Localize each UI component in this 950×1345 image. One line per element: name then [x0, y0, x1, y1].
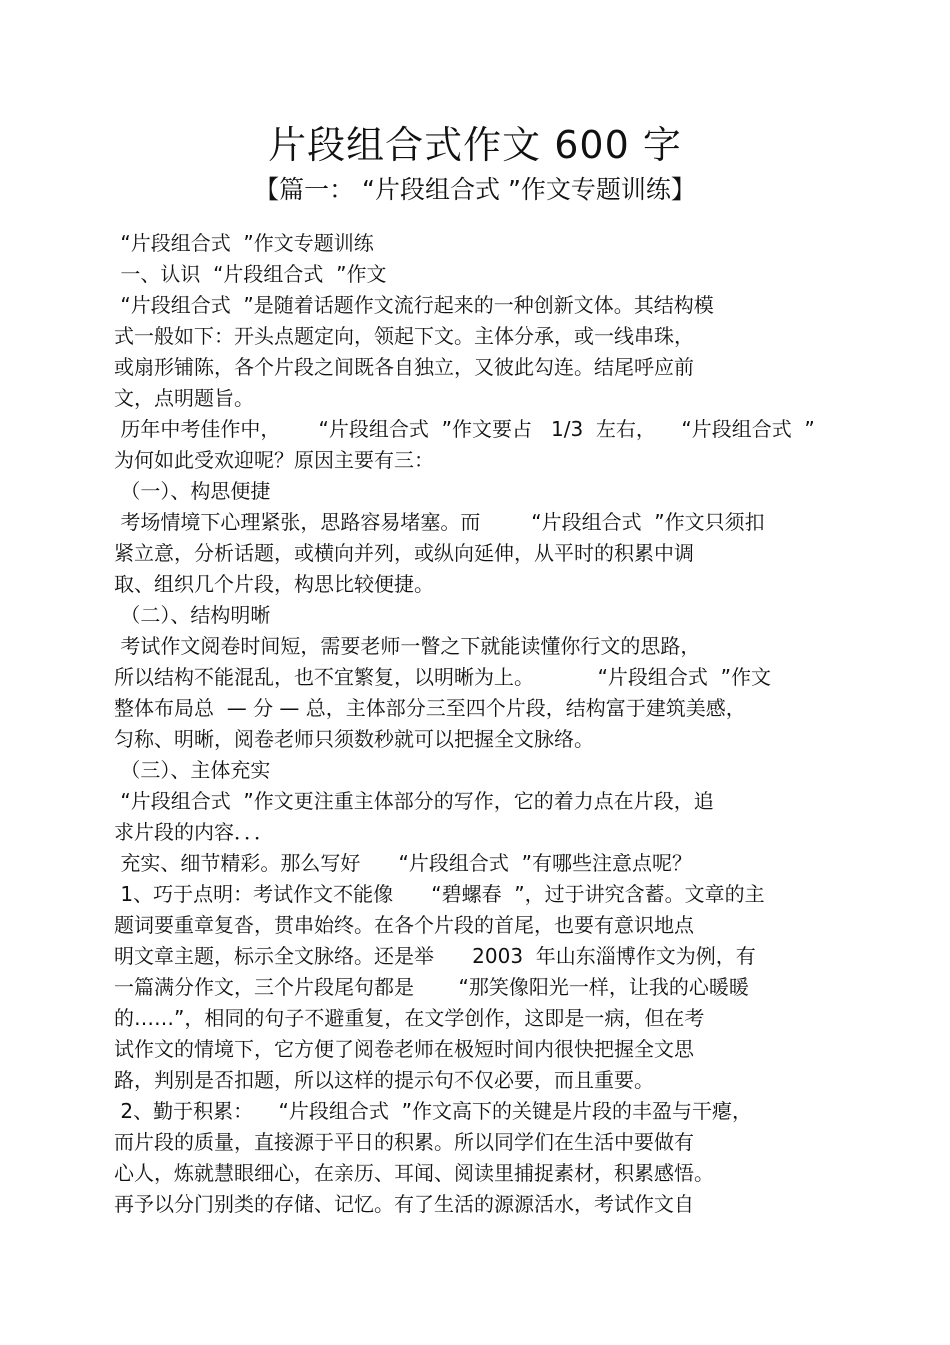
text-line: 文，点明题旨。 [114, 386, 254, 410]
text-line: 试作文的情境下，它方便了阅卷老师在极短时间内很快把握全文思 [114, 1037, 694, 1061]
text-line: 一、认识 “片段组合式 ”作文 [114, 262, 387, 286]
text-line: 一篇满分作文，三个片段尾句都是 “那笑像阳光一样，让我的心暖暖 [114, 975, 749, 999]
text-line: 取、组织几个片段，构思比较便捷。 [114, 572, 434, 596]
text-line: 紧立意，分析话题，或横向并列，或纵向延伸，从平时的积累中调 [114, 541, 694, 565]
text-line: 或扇形铺陈，各个片段之间既各自独立，又彼此勾连。结尾呼应前 [114, 355, 694, 379]
text-line: 而片段的质量，直接源于平日的积累。所以同学们在生活中要做有 [114, 1130, 694, 1154]
text-line: 心人，炼就慧眼细心，在亲历、耳闻、阅读里捕捉素材，积累感悟。 [114, 1161, 714, 1185]
text-line: 匀称、明晰，阅卷老师只须数秒就可以把握全文脉络。 [114, 727, 594, 751]
text-line: “片段组合式 ”作文专题训练 [114, 231, 374, 255]
text-line: 充实、细节精彩。那么写好 “片段组合式 ”有哪些注意点呢？ [114, 851, 692, 875]
page-subtitle: 【篇一： “片段组合式 ”作文专题训练】 [254, 175, 696, 204]
body-text [114, 228, 824, 1220]
text-line: 2、勤于积累： “片段组合式 ”作文高下的关键是片段的丰盈与干瘪， [114, 1099, 752, 1123]
text-line: “片段组合式 ”是随着话题作文流行起来的一种创新文体。其结构模 [114, 293, 714, 317]
text-line: 考场情境下心理紧张，思路容易堵塞。而 “片段组合式 ”作文只须扣 [114, 510, 765, 534]
text-line: 题词要重章复沓，贯串始终。在各个片段的首尾，也要有意识地点 [114, 913, 694, 937]
text-line: 式一般如下：开头点题定向，领起下文。主体分承，或一线串珠， [114, 324, 694, 348]
text-line: 为何如此受欢迎呢？原因主要有三： [114, 448, 434, 472]
text-line: 整体布局总 — 分 — 总，主体部分三至四个片段，结构富于建筑美感， [114, 696, 746, 720]
text-line: （三）、主体充实 [114, 758, 271, 782]
text-line: 的……”，相同的句子不避重复，在文学创作，这即是一病，但在考 [114, 1006, 705, 1030]
text-line: 所以结构不能混乱，也不宜繁复，以明晰为上。 “片段组合式 ”作文 [114, 665, 772, 689]
text-line: （一）、构思便捷 [114, 479, 271, 503]
text-line: 求片段的内容．．． [114, 820, 274, 844]
text-line: （二）、结构明晰 [114, 603, 271, 627]
text-line: 路，判别是否扣题，所以这样的提示句不仅必要，而且重要。 [114, 1068, 654, 1092]
text-line: 考试作文阅卷时间短，需要老师一瞥之下就能读懂你行文的思路， [114, 634, 701, 658]
text-line: 历年中考佳作中， “片段组合式 ”作文要占 1/3 左右， “片段组合式 ” [114, 417, 815, 441]
text-line: 1、巧于点明：考试作文不能像 “碧螺春 ”，过于讲究含蓄。文章的主 [114, 882, 765, 906]
text-line: 再予以分门别类的存储、记忆。有了生活的源源活水，考试作文自 [114, 1192, 694, 1216]
page-title: 片段组合式作文 600 字 [268, 123, 682, 167]
text-line: 明文章主题，标示全文脉络。还是举 2003 年山东淄博作文为例，有 [114, 944, 756, 968]
text-line: “片段组合式 ”作文更注重主体部分的写作，它的着力点在片段，追 [114, 789, 714, 813]
